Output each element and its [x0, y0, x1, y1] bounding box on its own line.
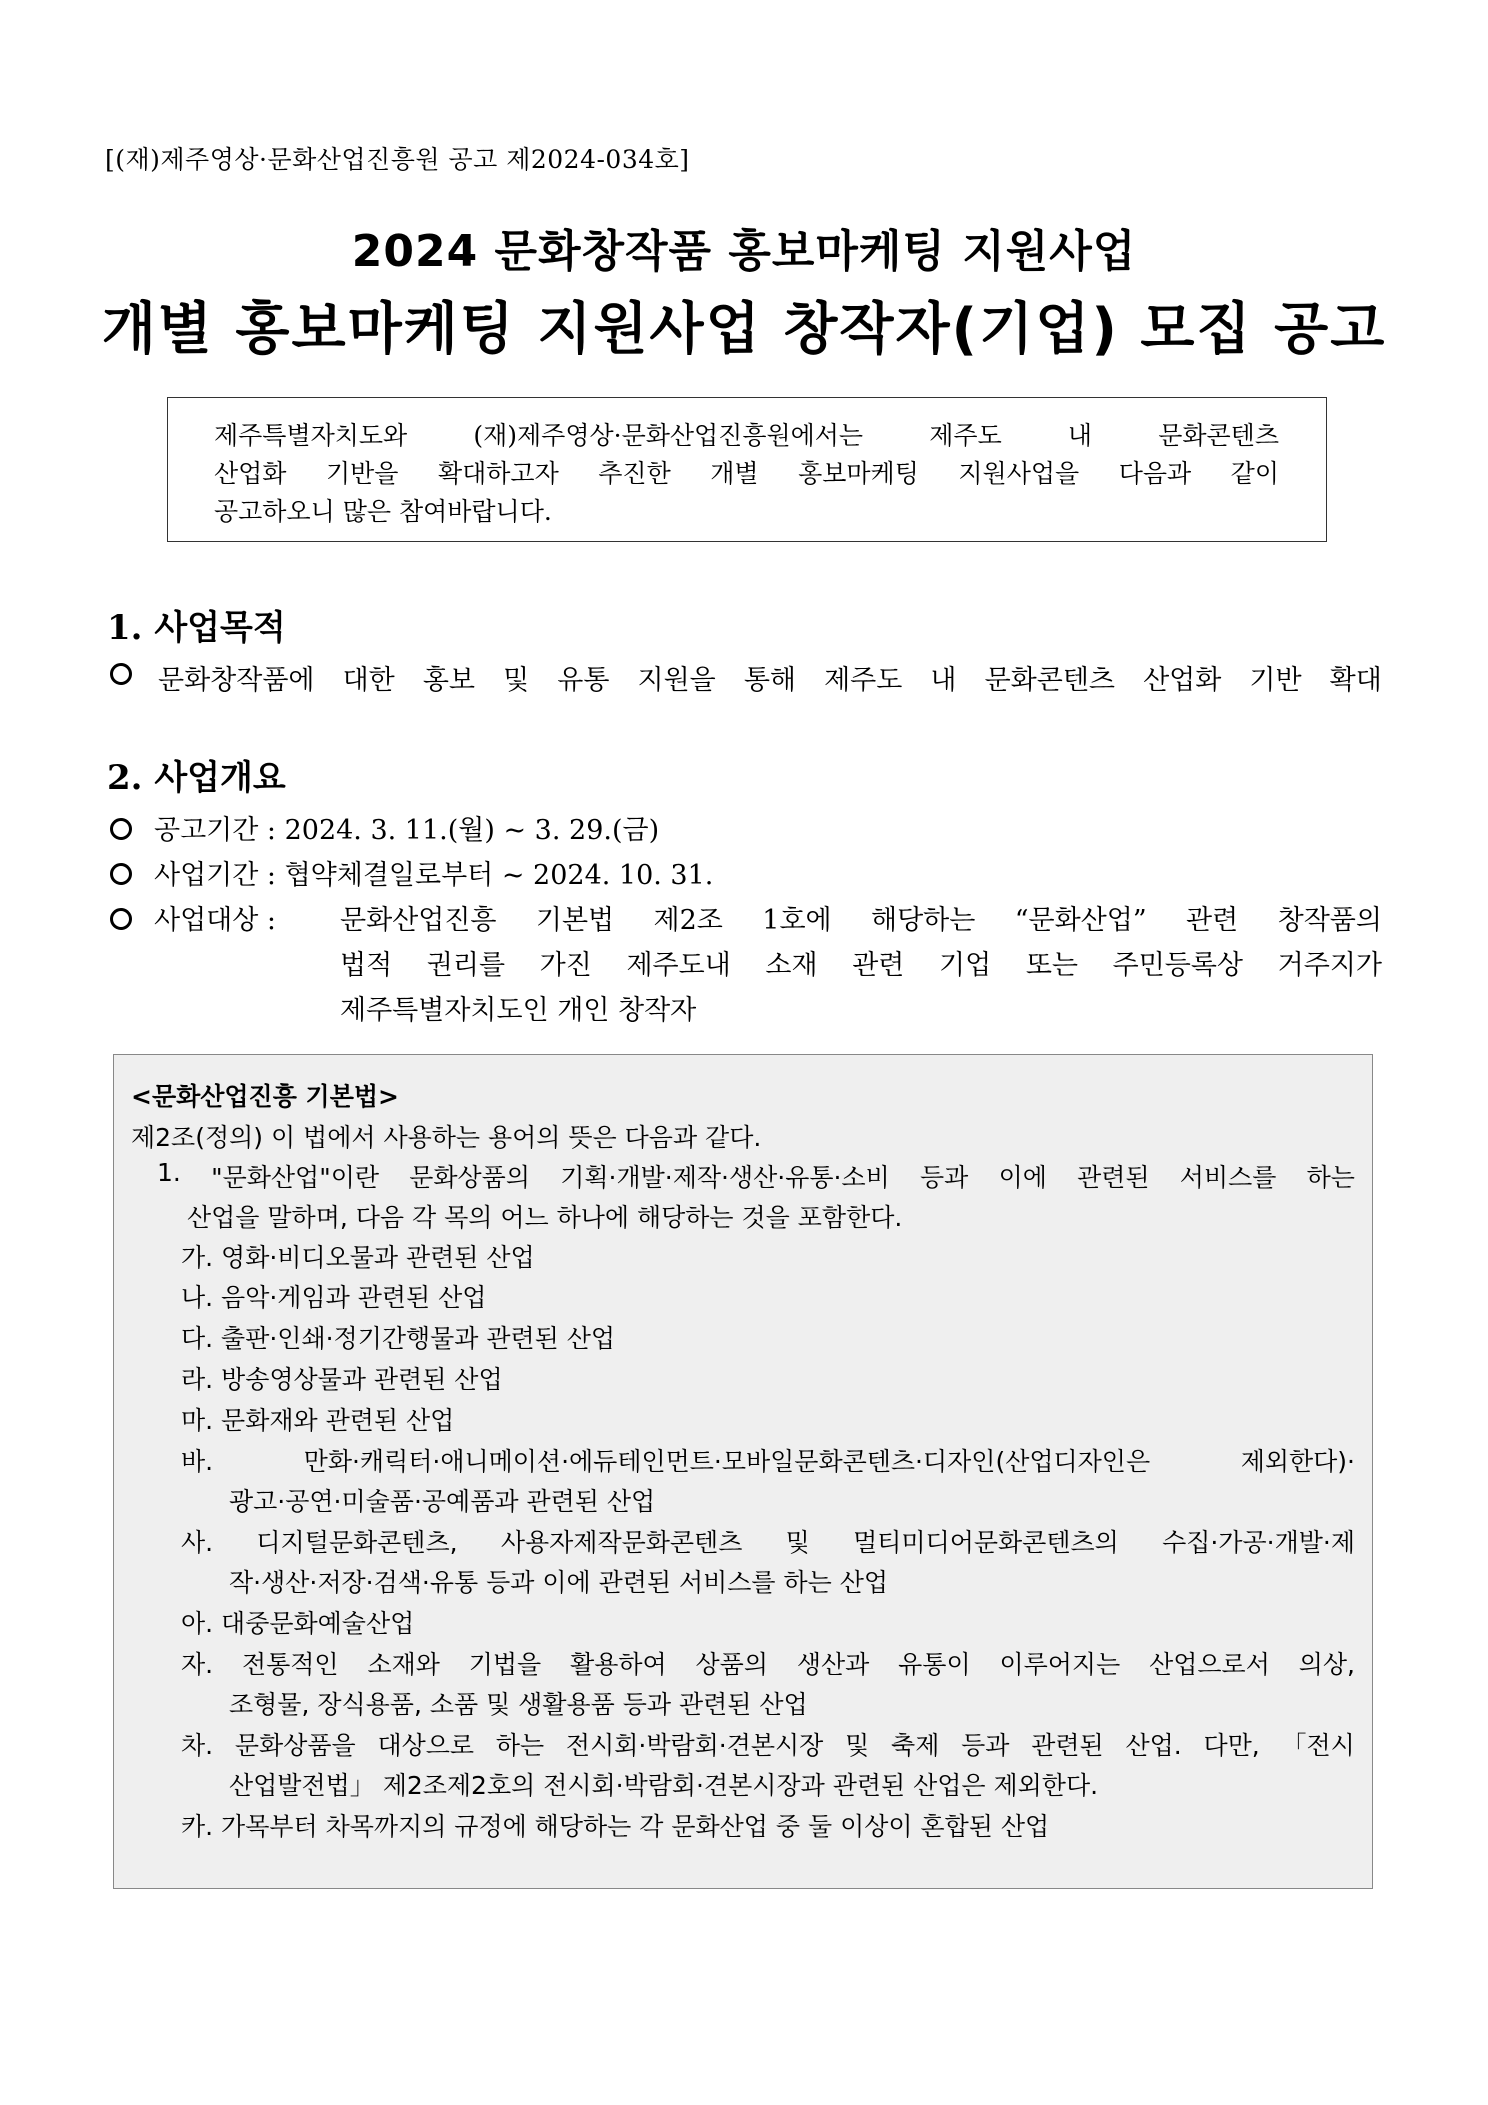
word: 추진한 [598, 459, 671, 488]
word: 다음과 [1118, 459, 1192, 488]
section-1-bullet-text [158, 658, 1382, 697]
word: 산업화 [1143, 665, 1222, 696]
law-sub-ba-line-2: 광고·공연·미술품·공예품과 관련된 산업 [229, 1487, 656, 1516]
word: 「전시 [1281, 1731, 1355, 1760]
word: 주민등록상 [1112, 950, 1244, 981]
word: 기반을 [325, 459, 399, 488]
law-sub-a: 아. 대중문화예술산업 [181, 1609, 415, 1638]
word: 하는 [495, 1731, 545, 1760]
target-line-2 [340, 943, 1382, 982]
word: 산업화 [214, 459, 287, 488]
word: 전통적인 [241, 1650, 339, 1679]
word: 내 [930, 665, 957, 696]
word: 등과 [920, 1163, 969, 1192]
word: 및 [503, 665, 530, 696]
word: 문화콘텐츠 [1158, 421, 1279, 450]
target-label: 사업대상 : [154, 905, 277, 936]
section-1-bullet [110, 660, 154, 691]
word: 문화상품의 [409, 1163, 530, 1192]
section-2-heading: 2. 사업개요 [107, 758, 286, 798]
word: 차. [181, 1731, 214, 1760]
word: 1호에 [762, 905, 832, 936]
word: 서비스를 [1179, 1163, 1277, 1192]
word: 관련된 [1031, 1731, 1104, 1760]
law-sub-ba-line-1 [181, 1442, 1355, 1478]
law-item-1-line-2: 산업을 말하며, 다음 각 목의 어느 하나에 해당하는 것을 포함한다. [187, 1203, 903, 1232]
word: 제주도 [824, 665, 903, 696]
word: 생산과 [796, 1650, 870, 1679]
word: 산업으로서 [1149, 1650, 1270, 1679]
word: 창작품의 [1277, 905, 1382, 936]
word: 기획·개발·제작·생산·유통·소비 [560, 1163, 890, 1192]
target-line-1 [340, 898, 1382, 937]
word: 이에 [998, 1163, 1047, 1192]
word: 홍보 [422, 665, 475, 696]
word: 자. [181, 1650, 214, 1679]
law-sub-sa-line-2: 작·생산·저장·검색·유통 등과 이에 관련된 서비스를 하는 산업 [229, 1568, 889, 1597]
word: 제주도 [929, 421, 1002, 450]
word: 기본법 [535, 905, 615, 936]
law-title: <문화산업진흥 기본법> [131, 1082, 399, 1111]
word: 제외한다)· [1240, 1447, 1355, 1476]
word: 활용하여 [570, 1650, 667, 1679]
word: 축제 [891, 1731, 940, 1760]
law-sub-ra: 라. 방송영상물과 관련된 산업 [181, 1365, 503, 1394]
period-project-text: 사업기간 : 협약체결일로부터 ~ 2024. 10. 31. [154, 860, 714, 891]
word: 디지털문화콘텐츠, [256, 1528, 458, 1557]
word: 가진 [539, 950, 592, 981]
word: 사. [181, 1528, 214, 1557]
intro-box [167, 397, 1327, 542]
bullet-period-notice [110, 808, 659, 847]
word: 상품의 [695, 1650, 768, 1679]
word: "문화산업"이란 [211, 1163, 379, 1192]
word: 유통 [557, 665, 610, 696]
bullet-circle-icon [110, 863, 132, 885]
word: 지원사업을 [958, 459, 1080, 488]
word: 홍보마케팅 [798, 459, 919, 488]
word: 수집·가공·개발·제 [1162, 1528, 1355, 1557]
word: 기법을 [468, 1650, 542, 1679]
word: 소재와 [367, 1650, 440, 1679]
word: 법적 [340, 950, 393, 981]
law-sub-na: 나. 음악·게임과 관련된 산업 [181, 1283, 487, 1312]
word: 기업 [939, 950, 992, 981]
word: 제주특별자치도와 [214, 421, 408, 450]
word: 문화콘텐츠 [984, 665, 1115, 696]
word: 개별 [710, 459, 759, 488]
word: 거주지가 [1277, 950, 1382, 981]
word: “문화산업” [1014, 905, 1147, 936]
word: 멀티미디어문화콘텐츠의 [853, 1528, 1119, 1557]
word: 소재 [765, 950, 818, 981]
word: 하는 [1306, 1163, 1355, 1192]
law-excerpt-box [113, 1054, 1373, 1889]
word: 문화산업진흥 [340, 905, 497, 936]
period-notice-text: 공고기간 : 2024. 3. 11.(월) ~ 3. 29.(금) [154, 815, 660, 846]
word: 산업. [1125, 1731, 1182, 1760]
section-1-heading: 1. 사업목적 [107, 608, 286, 648]
word: 관련 [1186, 905, 1239, 936]
word: 또는 [1025, 950, 1078, 981]
law-article: 제2조(정의) 이 법에서 사용하는 용어의 뜻은 다음과 같다. [131, 1123, 762, 1152]
word: 제2조 [653, 905, 723, 936]
word: 기반 [1249, 665, 1302, 696]
bullet-target [110, 898, 276, 937]
word: 관련된 [1077, 1163, 1150, 1192]
law-sub-ja-line-2: 조형물, 장식용품, 소품 및 생활용품 등과 관련된 산업 [229, 1690, 808, 1719]
word: 확대하고자 [437, 459, 559, 488]
word: 문화창작품에 [158, 665, 315, 696]
law-sub-da: 다. 출판·인쇄·정기간행물과 관련된 산업 [181, 1324, 616, 1353]
law-sub-sa-line-1 [181, 1523, 1355, 1559]
word: 이루어지는 [999, 1650, 1121, 1679]
law-sub-cha-line-1 [181, 1726, 1355, 1762]
bullet-circle-icon [110, 908, 132, 930]
intro-line-3: 공고하오니 많은 참여바랍니다. [214, 497, 552, 526]
word: 1. [157, 1158, 181, 1187]
word: 바. [181, 1447, 214, 1476]
bullet-circle-icon [110, 663, 132, 685]
law-sub-ga: 가. 영화·비디오물과 관련된 산업 [181, 1243, 535, 1272]
word: 등과 [961, 1731, 1010, 1760]
notice-number: [(재)제주영상·문화산업진흥원 공고 제2024-034호] [105, 145, 690, 174]
law-sub-ja-line-1 [181, 1645, 1355, 1681]
law-sub-ka: 카. 가목부터 차목까지의 규정에 해당하는 각 문화산업 중 둘 이상이 혼합된 산업 [181, 1812, 1050, 1841]
page-subtitle: 개별 홍보마케팅 지원사업 창작자(기업) 모집 공고 [101, 297, 1387, 362]
page-title: 2024 문화창작품 홍보마케팅 지원사업 [351, 226, 1137, 277]
word: 및 [785, 1528, 810, 1557]
intro-line-2 [214, 454, 1279, 490]
word: 같이 [1230, 459, 1279, 488]
word: 의상, [1298, 1650, 1355, 1679]
word: 유통이 [898, 1650, 971, 1679]
word: 대한 [342, 665, 395, 696]
intro-line-1 [214, 416, 1279, 452]
word: 관련 [852, 950, 905, 981]
word: 지원을 [637, 665, 716, 696]
word: 전시회·박람회·견본시장 [565, 1731, 824, 1760]
word: 권리를 [426, 950, 506, 981]
word: 대상으로 [377, 1731, 475, 1760]
word: 만화·캐릭터·애니메이션·에듀테인먼트·모바일문화콘텐츠·디자인(산업디자인은 [303, 1447, 1151, 1476]
target-line-3: 제주특별자치도인 개인 창작자 [340, 995, 697, 1026]
word: 사용자제작문화콘텐츠 [500, 1528, 743, 1557]
word: 제주도내 [626, 950, 731, 981]
word: (재)제주영상·문화산업진흥원에서는 [473, 421, 864, 450]
law-sub-ma: 마. 문화재와 관련된 산업 [181, 1406, 455, 1435]
word: 내 [1067, 421, 1093, 450]
bullet-period-project [110, 853, 713, 892]
word: 확대 [1329, 665, 1382, 696]
word: 다만, [1203, 1731, 1260, 1760]
law-item-1-line-1 [157, 1158, 1355, 1194]
word: 및 [845, 1731, 870, 1760]
word: 문화상품을 [234, 1731, 356, 1760]
bullet-circle-icon [110, 818, 132, 840]
law-sub-cha-line-2: 산업발전법」 제2조제2호의 전시회·박람회·견본시장과 관련된 산업은 제외한다. [229, 1771, 1099, 1800]
word: 통해 [743, 665, 796, 696]
word: 해당하는 [871, 905, 976, 936]
